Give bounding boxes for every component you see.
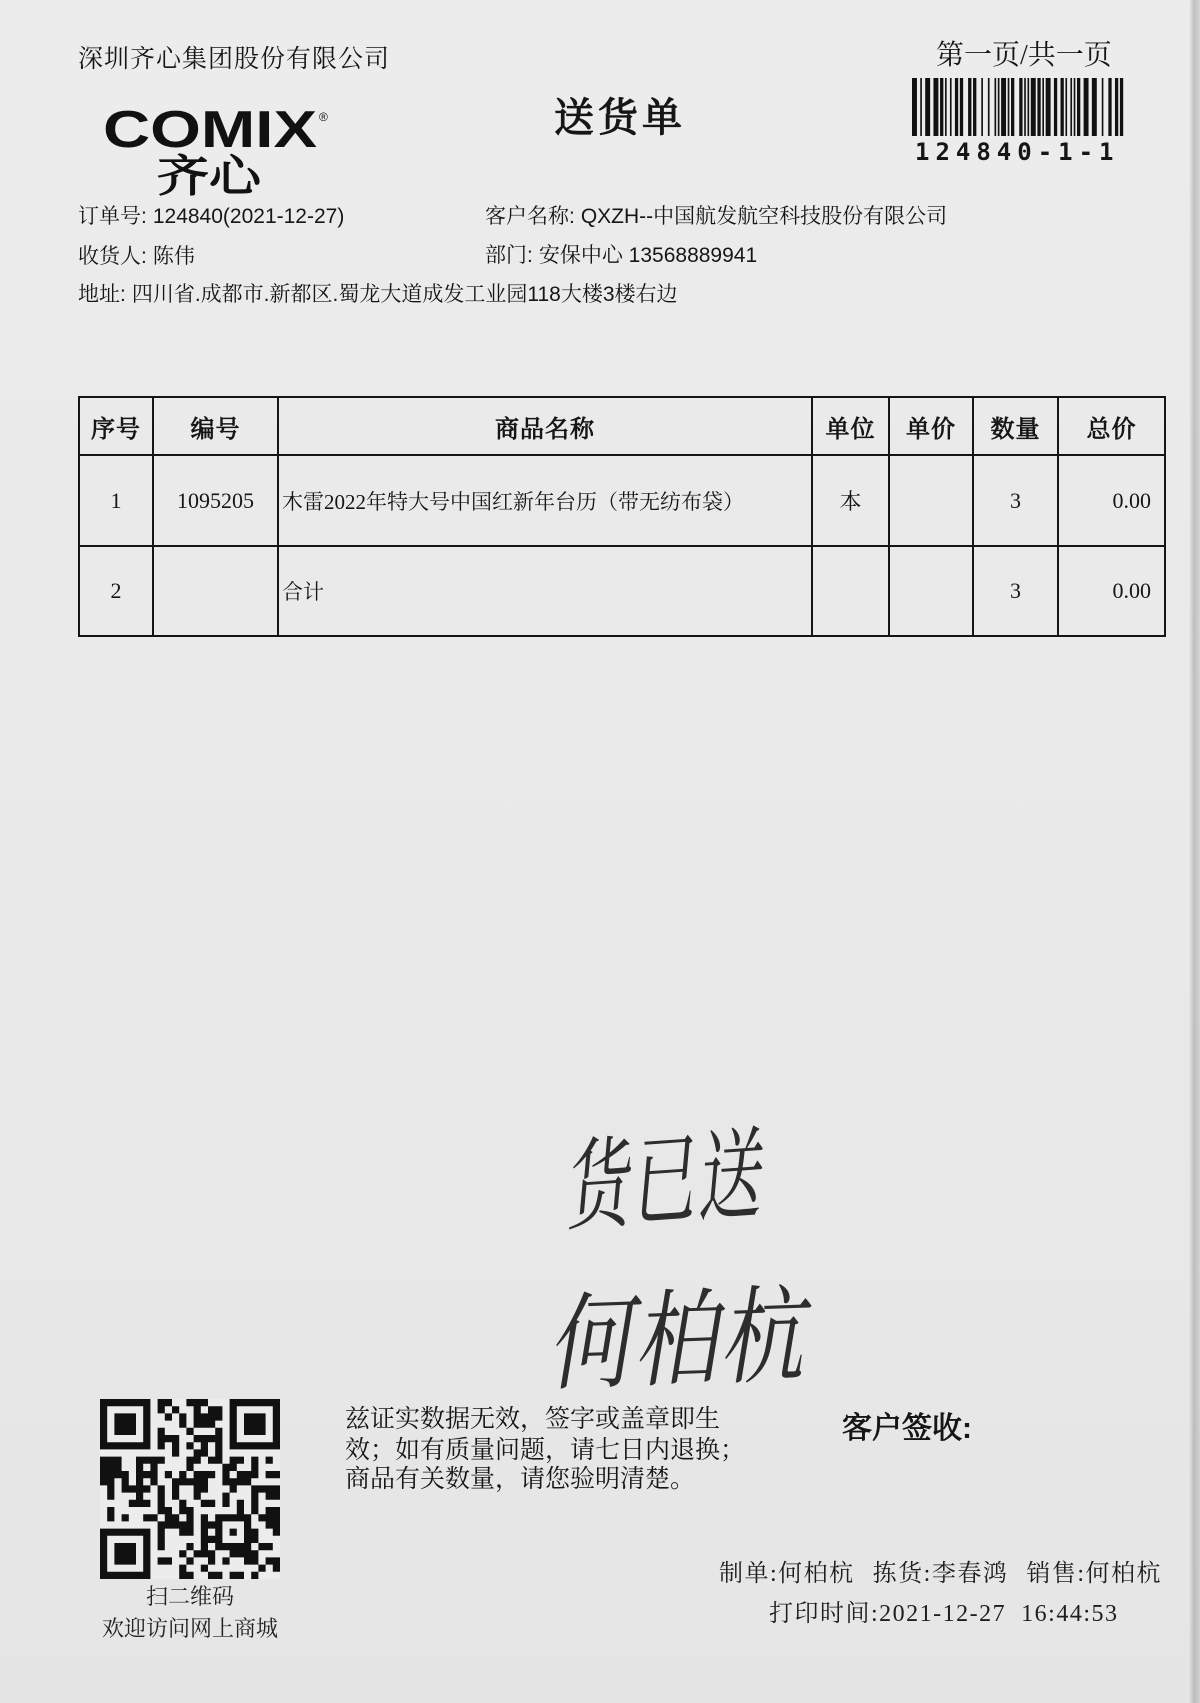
cell-index: 1 [79,455,153,546]
cell-unit-price [889,455,973,546]
department-field [485,245,757,266]
cell-quantity: 3 [973,455,1058,546]
paper-edge-shadow [1189,0,1200,1703]
customer-name-label: 客户名称: [485,205,575,228]
order-number-field [78,206,344,227]
notice-line-1: 兹证实数据无效，签字或盖章即生 [345,1405,721,1433]
maker-label: 制单: [719,1561,779,1587]
receiver-label: 收货人: [78,245,147,268]
handwritten-delivered-note: 货已送 [559,1118,765,1247]
customer-name-value: QXZH--中国航发航空科技股份有限公司 [580,205,948,228]
qr-caption-visit: 欢迎访问网上商城 [101,1616,278,1641]
cell-product-name: 木雷2022年特大号中国红新年台历（带无纺布袋） [278,455,812,546]
picker-label: 拣货: [872,1561,932,1587]
department-value: 安保中心 13568889941 [538,244,758,267]
barcode-number: 124840-1-1 [915,138,1120,166]
logo-registered-mark: ® [319,110,328,124]
maker-value: 何柏杭 [778,1561,855,1587]
qr-code [100,1399,280,1579]
barcode [912,78,1124,136]
print-time-label: 打印时间: [769,1601,880,1627]
address-value: 四川省.成都市.新都区.蜀龙大道成发工业园118大楼3楼右边 [131,283,678,306]
qr-caption-scan: 扫二维码 [145,1584,234,1609]
table-row [79,455,1165,546]
customer-name-field [485,206,947,227]
order-number-label: 订单号: [78,205,147,228]
notice-line-3: 商品有关数量，请您验明清楚。 [345,1465,696,1493]
picker-value: 李春鸿 [931,1561,1009,1587]
handwritten-signature: 何柏杭 [544,1274,807,1406]
cell-code: 1095205 [153,455,278,546]
table-row-subtotal [79,546,1165,636]
col-header-unit-price: 单价 [889,397,973,455]
address-label: 地址: [78,283,126,306]
department-label: 部门: [485,244,533,267]
logo-wordmark: COMIX [103,105,318,159]
cell-unit-price [889,546,973,636]
table-header-row [79,397,1165,455]
sales-value: 何柏杭 [1085,1561,1163,1587]
customer-signoff-label: 客户签收: [842,1412,972,1445]
address-field [78,284,678,305]
cell-quantity: 3 [973,546,1058,636]
footer-print-time-line [769,1602,1119,1626]
sales-label: 销售: [1026,1561,1086,1587]
cell-unit: 本 [812,455,889,546]
comix-logo [100,105,332,197]
company-name: 深圳齐心集团股份有限公司 [78,45,391,73]
print-time-value: 2021-12-27 16:44:53 [879,1601,1119,1627]
col-header-unit: 单位 [812,397,889,455]
col-header-code: 编号 [153,397,278,455]
logo-chinese: 齐心 [157,152,264,197]
order-number-value: 124840(2021-12-27) [152,205,345,228]
items-table [78,396,1166,637]
receiver-field [78,246,195,267]
cell-unit [812,546,889,636]
footer-staff-line [719,1562,1162,1586]
notice-line-2: 效；如有质量问题，请七日内退换； [345,1436,746,1464]
col-header-index: 序号 [79,397,153,455]
receiver-value: 陈伟 [152,245,195,268]
page-indicator: 第一页/共一页 [936,40,1112,71]
document-title: 送货单 [554,95,686,140]
cell-product-name: 合计 [278,546,812,636]
cell-index: 2 [79,546,153,636]
cell-code [153,546,278,636]
cell-total: 0.00 [1058,546,1165,636]
barcode-bars [912,78,1123,136]
cell-total: 0.00 [1058,455,1165,546]
col-header-total: 总价 [1058,397,1165,455]
col-header-product-name: 商品名称 [278,397,812,455]
col-header-quantity: 数量 [973,397,1058,455]
